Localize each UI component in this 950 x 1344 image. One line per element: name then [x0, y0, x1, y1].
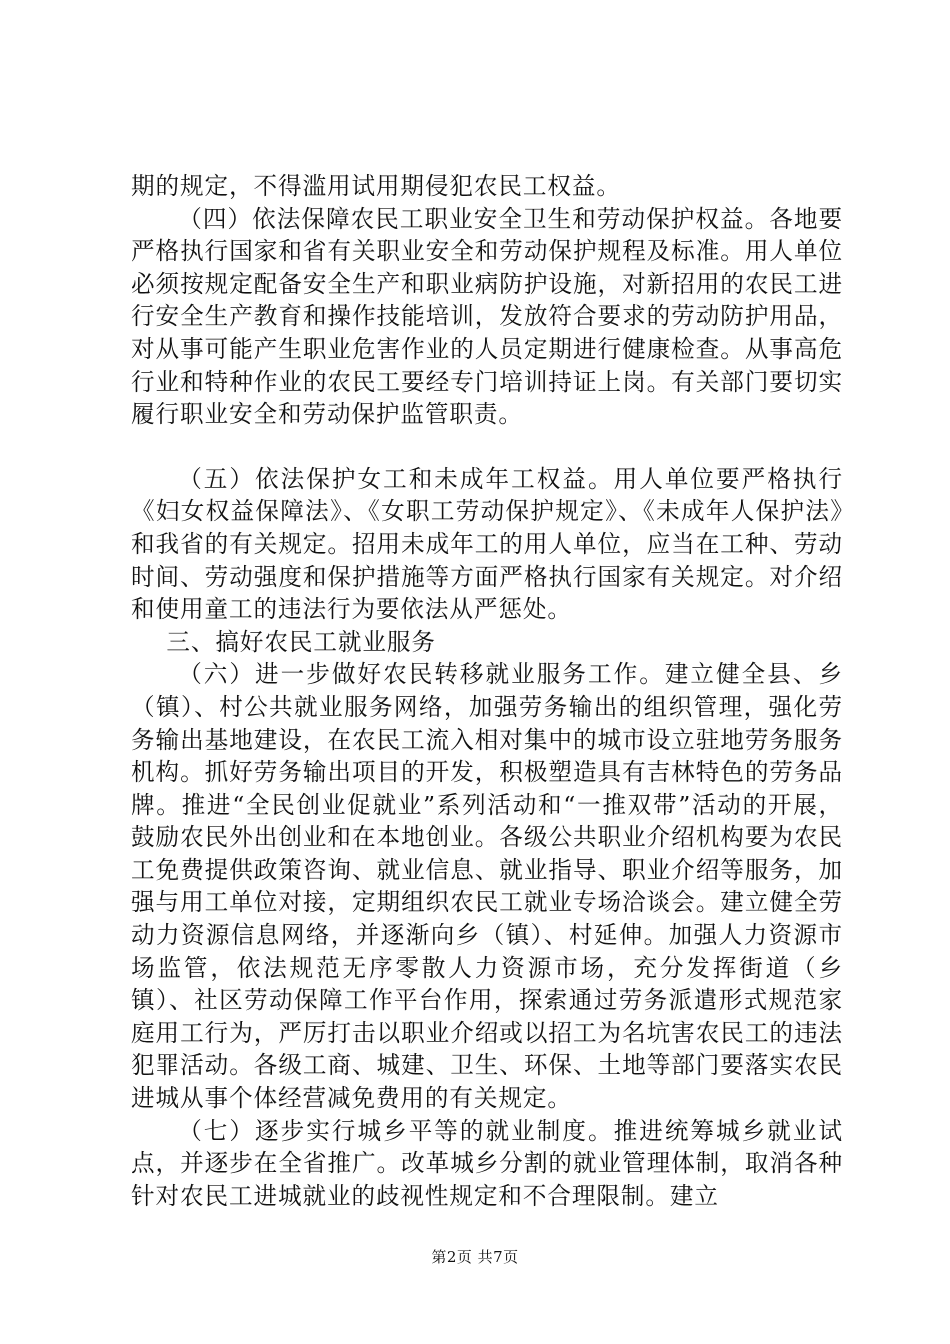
paragraph-gap — [131, 431, 843, 463]
document-body — [131, 170, 843, 1212]
page-number-label: 第2页 共7页 — [431, 1248, 519, 1266]
paragraph-section-4: （四）依法保障农民工职业安全卫生和劳动保护权益。各地要严格执行国家和省有关职业安全和劳动保护规程及标准。用人单位必须按规定配备安全生产和职业病防护设施，对新招用的农民工进行安全生产教育和操作技能培训，发放符合要求的劳动防护用品，对从事可能产生职业危害作业的人员定期进行健康检查。从事高危行业和特种作业的农民工要经专门培训持证上岗。有关部门要切实履行职业安全和劳动保护监管职责。 — [131, 204, 843, 429]
paragraph-section-6: （六）进一步做好农民转移就业服务工作。建立健全县、乡（镇）、村公共就业服务网络，加强劳务输出的组织管理，强化劳务输出基地建设，在农民工流入相对集中的城市设立驻地劳务服务机构。抓好劳务输出项目的开发，积极塑造具有吉林特色的劳务品牌。推进“全民创业促就业”系列活动和“一推双带”活动的开展，鼓励农民外出创业和在本地创业。各级公共职业介绍机构要为农民工免费提供政策咨询、就业信息、就业指导、职业介绍等服务，加强与用工单位对接，定期组织农民工就业专场洽谈会。建立健全劳动力资源信息网络，并逐渐向乡（镇）、村延伸。加强人力资源市场监管，依法规范无序零散人力资源市场，充分发挥街道（乡镇）、社区劳动保障工作平台作用，探索通过劳务派遣形式规范家庭用工行为，严厉打击以职业介绍或以招工为名坑害农民工的违法犯罪活动。各级工商、城建、卫生、环保、土地等部门要落实农民进城从事个体经营减免费用的有关规定。 — [131, 660, 843, 1113]
paragraph-continuation: 期的规定，不得滥用试用期侵犯农民工权益。 — [131, 172, 621, 200]
paragraph-section-7: （七）逐步实行城乡平等的就业制度。推进统筹城乡就业试点，并逐步在全省推广。改革城乡分割的就业管理体制，取消各种针对农民工进城就业的歧视性规定和不合理限制。建立 — [131, 1116, 843, 1210]
section-heading-3: 三、搞好农民工就业服务 — [166, 627, 436, 656]
page-footer — [0, 1246, 950, 1267]
paragraph-section-5: （五）依法保护女工和未成年工权益。用人单位要严格执行《妇女权益保障法》、《女职工劳动保护规定》、《未成年人保护法》和我省的有关规定。招用未成年工的用人单位，应当在工种、劳动时间、劳动强度和保护措施等方面严格执行国家有关规定。对介绍和使用童工的违法行为要依法从严惩处。 — [131, 464, 843, 624]
